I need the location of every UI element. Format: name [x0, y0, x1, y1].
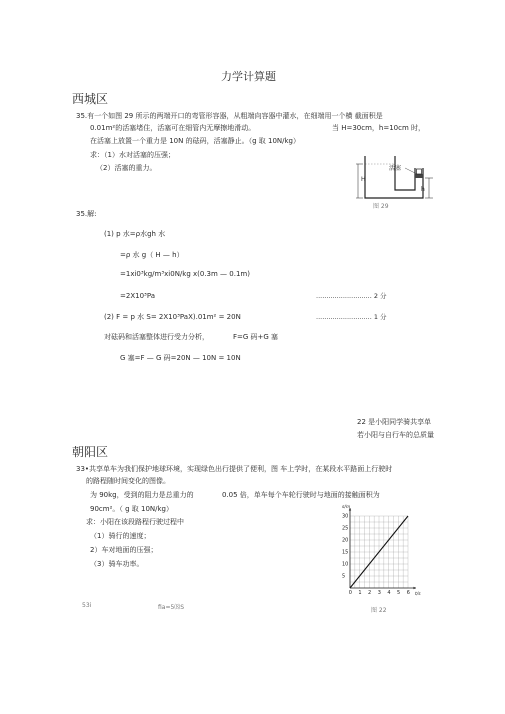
district-heading-chaoyang: 朝阳区 [72, 445, 109, 459]
footer-mid-text: fia=5⑻S [158, 604, 185, 611]
figure-29-H-label: H [361, 176, 366, 183]
district-heading-xicheng: 西城区 [72, 92, 109, 106]
figure-29-diagram [355, 150, 435, 212]
x-tick-label: 2 [368, 590, 372, 596]
question-33-line3a: 为 90kg，受到的阻力是总重力的 [90, 491, 194, 499]
question-33-line8: （3）骑车功率。 [90, 560, 144, 568]
solution-step-1: (1) p 水=ρ水gh 水 [104, 230, 166, 238]
question-35-line3: 在活塞上放置一个重力是 10N 的砝码，活塞静止。（g 取 10N/kg） [90, 137, 300, 145]
question-35-line4: 求：（1）水对活塞的压强； [90, 151, 175, 159]
figure-22-chart [330, 500, 430, 600]
figure-29-caption: 图 29 [373, 203, 389, 210]
solution-score-1: ........................... 2 分 [316, 292, 387, 300]
x-axis-arrow [414, 587, 417, 589]
y-tick-label: 10 [342, 561, 349, 568]
page-title: 力学计算题 [221, 70, 276, 83]
question-33-line4: 90cm²。（ g 取 10N/kg） [90, 505, 173, 513]
figure-22-caption: 图 22 [371, 607, 387, 614]
question-33-line7: 2）车对地面的压强； [90, 546, 158, 554]
y-tick-label: 15 [342, 549, 349, 556]
y-tick-label: 20 [342, 537, 349, 544]
side-note-line2: 若小阳与自行车的总质量 [357, 431, 434, 439]
solution-step-7: G 塞=F — G 码=20N — 10N = 10N [120, 354, 241, 362]
x-tick-label: 5 [397, 590, 401, 596]
question-33-line6: （1）骑行的速度； [90, 532, 151, 540]
y-tick-label: 25 [342, 525, 349, 532]
solution-step-3: =1xi0³kg/m³xi0N/kg x(0.3m — 0.1m) [120, 270, 250, 278]
figure-29-piston-label: 活塞 [389, 165, 402, 172]
solution-heading: 35.解: [76, 210, 97, 218]
x-tick-label: 0 [348, 590, 352, 596]
x-tick-label: 6 [406, 590, 410, 596]
question-33-line1: 33•共享单车为我们保护地球环境，实现绿色出行提供了便利，图 车上学时，在某段水平路面上行驶时 [76, 465, 393, 473]
y-tick-label: 30 [342, 513, 349, 520]
x-tick-label: 1 [358, 590, 362, 596]
side-note-line1: 22 是小阳同学骑共享单 [357, 418, 432, 426]
chart-y-axis-label: s/m [342, 505, 351, 510]
solution-step-4: =2X10³Pa [120, 292, 156, 300]
question-33-line5: 求：小阳在该段路程行驶过程中 [86, 518, 184, 526]
solution-step-5: (2) F = p 水 S= 2X10³PaX).01m² = 20N [104, 313, 241, 321]
solution-step-6a: 对砝码和活塞整体进行受力分析， [104, 333, 209, 341]
footer-left-text: 53i [82, 602, 92, 609]
question-35-line5: （2）活塞的重力。 [96, 164, 157, 172]
question-33-line3b: 0.05 倍，单车每个车轮行驶时与地面的接触面积为 [222, 491, 380, 499]
question-35-line1: 35.有一个如图 29 所示的两端开口的弯管形容器，从粗端向容器中灌水，在细端用一个横 截面积是 [76, 112, 383, 120]
x-tick-label: 4 [387, 590, 391, 596]
solution-step-2: =ρ 水 g（ H — h） [120, 251, 184, 259]
question-35-line2b: 当 H=30cm，h=10cm 时， [332, 124, 426, 132]
solution-step-6b: F=G 码+G 塞 [233, 333, 279, 341]
chart-x-axis-label: t/s [415, 592, 421, 597]
question-35-line2a: 0.01m²的活塞堵住，活塞可在细管内无摩擦地滑动。 [90, 124, 256, 132]
question-33-line2: 的路程随时间变化的图像。 [86, 477, 170, 485]
y-tick-label: 5 [342, 573, 346, 580]
solution-score-2: ........................... 1 分 [316, 313, 387, 321]
x-tick-label: 3 [377, 590, 381, 596]
figure-29-h-label: h [421, 186, 425, 193]
